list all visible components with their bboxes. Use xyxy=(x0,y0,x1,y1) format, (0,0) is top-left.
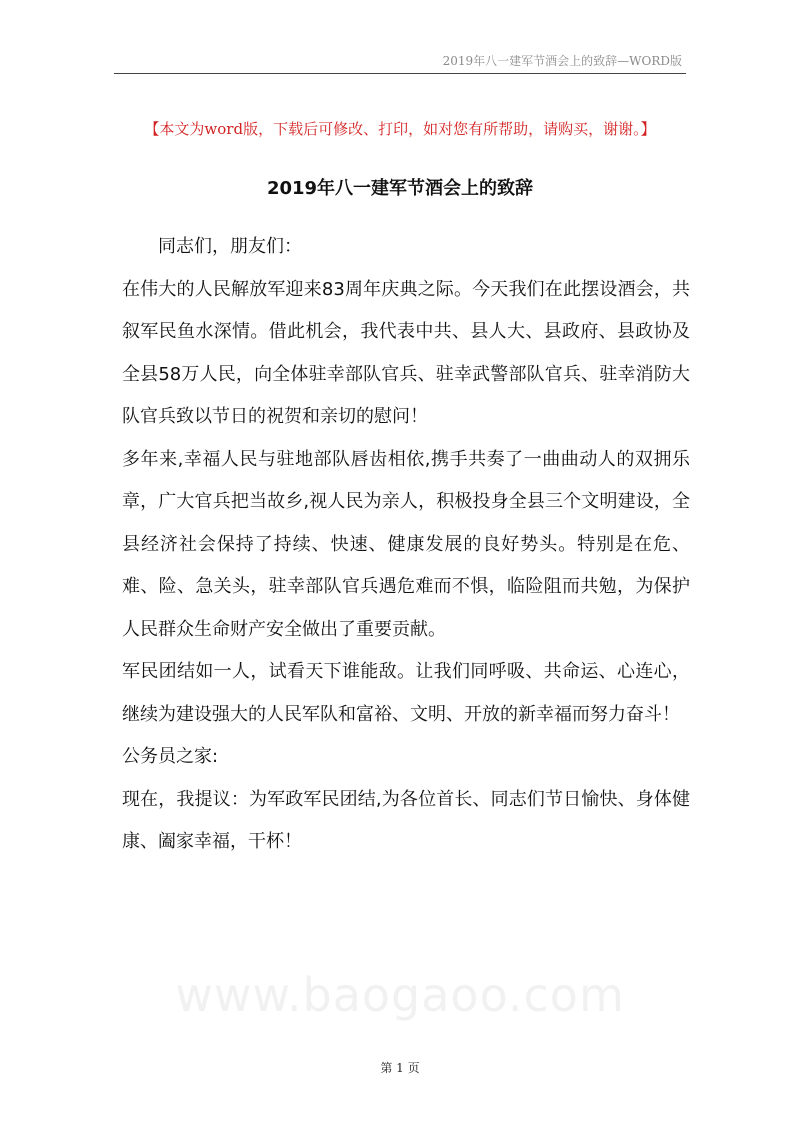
paragraph-5: 现在，我提议：为军政军民团结,为各位首长、同志们节日愉快、身体健康、阖家幸福，干杯！ xyxy=(122,788,690,852)
paragraph-3: 军民团结如一人，试看天下谁能敌。让我们同呼吸、共命运、心连心，继续为建设强大的人民军队和富裕、文明、开放的新幸福而努力奋斗！ xyxy=(122,661,690,725)
document-body xyxy=(122,226,690,864)
salutation: 同志们，朋友们： xyxy=(158,236,302,257)
paragraph-4: 公务员之家: xyxy=(122,746,219,767)
running-header: 2019年八一建军节酒会上的致辞—WORD版 xyxy=(442,54,682,68)
page-number: 第 1 页 xyxy=(380,1061,420,1075)
paragraph-2: 多年来,幸福人民与驻地部队唇齿相依,携手共奏了一曲曲动人的双拥乐章，广大官兵把当故乡,视人民为亲人，积极投身全县三个文明建设，全县经济社会保持了持续、快速、健康发展的良好势头。特别是在危、难、险、急关头，驻幸部队官兵遇危难而不惧，临险阻而共勉，为保护人民群众生命财产安全做出了重要贡献。 xyxy=(122,448,690,640)
watermark: www.baogaoo.com xyxy=(175,968,625,1022)
header-divider xyxy=(114,73,686,74)
purchase-notice: 【本文为word版，下载后可修改、打印，如对您有所帮助，请购买，谢谢。】 xyxy=(144,120,656,138)
document-title: 2019年八一建军节酒会上的致辞 xyxy=(266,178,534,199)
paragraph-1: 在伟大的人民解放军迎来83周年庆典之际。今天我们在此摆设酒会，共叙军民鱼水深情。借此机会，我代表中共、县人大、县政府、县政协及全县58万人民，向全体驻幸部队官兵、驻幸武警部队官兵、驻幸消防大队官兵致以节日的祝贺和亲切的慰问！ xyxy=(122,278,690,427)
